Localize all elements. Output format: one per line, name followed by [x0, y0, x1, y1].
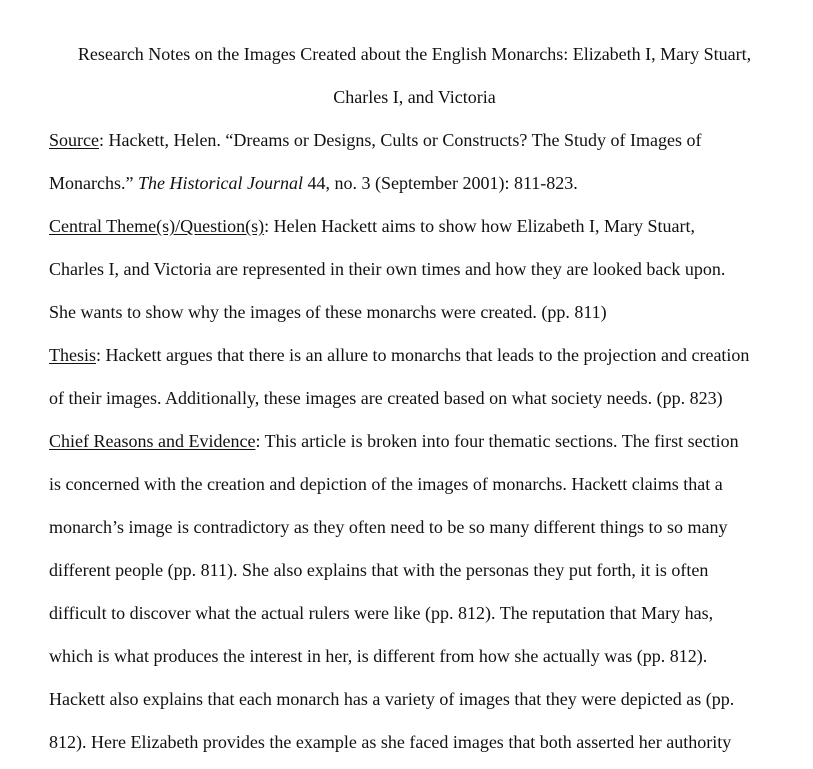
source-label: Source — [49, 130, 99, 150]
chief-reasons-line: is concerned with the creation and depiction of the images of monarchs. Hackett claims that a — [49, 474, 723, 494]
chief-reasons-label: Chief Reasons and Evidence — [49, 431, 256, 451]
chief-reasons-line: Hackett also explains that each monarch has a variety of images that they were depicted as (pp. — [49, 689, 735, 709]
chief-reasons-line: different people (pp. 811). She also explains that with the personas they put forth, it is often — [49, 560, 709, 580]
thesis-line-1 — [49, 334, 789, 377]
thesis-line: of their images. Additionally, these images are created based on what society needs. (pp. 823) — [49, 388, 723, 408]
source-text: : Hackett, Helen. “Dreams or Designs, Cults or Constructs? The Study of Images of — [98, 130, 702, 150]
chief-reasons-line: difficult to discover what the actual rulers were like (pp. 812). The reputation that Mary has, — [49, 603, 714, 623]
central-theme-line-1 — [49, 205, 789, 248]
thesis-text: : Hackett argues that there is an allure to monarchs that leads to the projection and creation — [96, 345, 750, 365]
document-title-line-2: Charles I, and Victoria — [333, 87, 496, 107]
journal-title: The Historical Journal — [137, 173, 303, 193]
document-page — [49, 33, 789, 764]
central-theme-line: Charles I, and Victoria are represented in their own times and how they are looked back upon. — [49, 259, 726, 279]
thesis-label: Thesis — [49, 345, 96, 365]
chief-reasons-line: 812). Here Elizabeth provides the example as she faced images that both asserted her authority — [49, 732, 732, 752]
chief-reasons-line: monarch’s image is contradictory as they often need to be so many different things to so many — [49, 517, 728, 537]
source-line-1 — [49, 119, 789, 162]
document-title-line-1: Research Notes on the Images Created about the English Monarchs: Elizabeth I, Mary Stuart, — [77, 44, 752, 64]
source-line-2 — [49, 162, 789, 205]
central-theme-label: Central Theme(s)/Question(s) — [49, 216, 265, 236]
source-text-continued: Monarchs.” — [49, 173, 138, 193]
central-theme-text: : Helen Hackett aims to show how Elizabeth I, Mary Stuart, — [264, 216, 696, 236]
source-citation-details: 44, no. 3 (September 2001): 811-823. — [302, 173, 578, 193]
chief-reasons-line-1 — [49, 420, 789, 463]
chief-reasons-text: : This article is broken into four thematic sections. The first section — [255, 431, 739, 451]
central-theme-line: She wants to show why the images of these monarchs were created. (pp. 811) — [49, 302, 607, 322]
chief-reasons-line: which is what produces the interest in her, is different from how she actually was (pp. 812). — [49, 646, 708, 666]
